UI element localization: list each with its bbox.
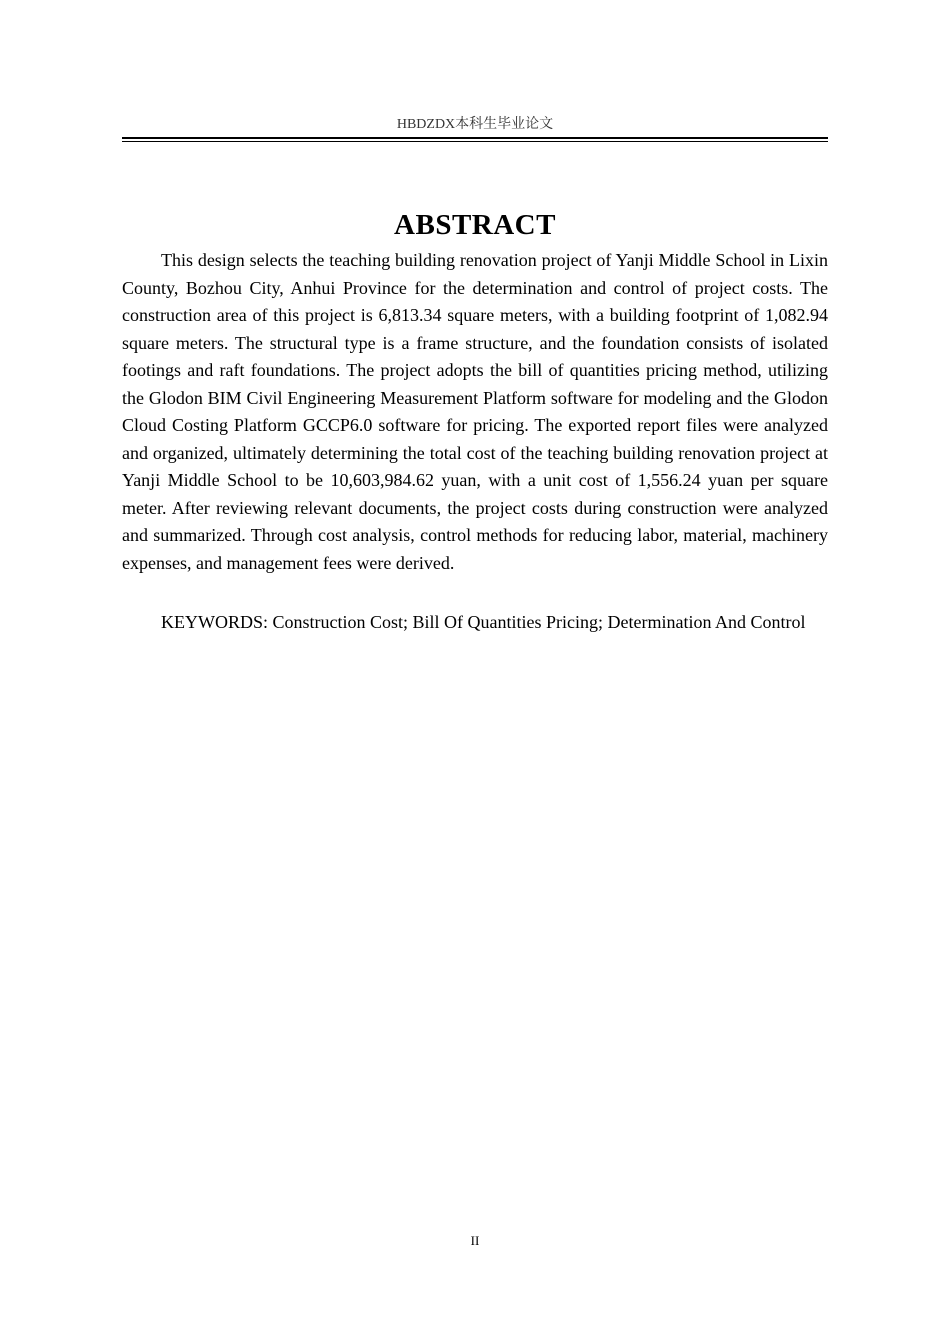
running-header: HBDZDX本科生毕业论文	[396, 117, 554, 132]
keywords-line: KEYWORDS: Construction Cost; Bill Of Quantities Pricing; Determination And Control	[161, 612, 806, 632]
header-rule-thick	[122, 137, 828, 139]
abstract-title: ABSTRACT	[394, 209, 556, 242]
abstract-body: This design selects the teaching building renovation project of Yanji Middle School in Lixin County, Bozhou City, Anhui Province for the determination and control of project costs. The construction area of this project is 6,813.34 square meters, with a building footprint of 1,082.94 square meters. The structural type is a frame structure, and the foundation consists of isolated footings and raft foundations. The project adopts the bill of quantities pricing method, utilizing the Glodon BIM Civil Engineering Measurement Platform software for modeling and the Glodon Cloud Costing Platform GCCP6.0 software for pricing. The exported report files were analyzed and organized, ultimately determining the total cost of the teaching building renovation project at Yanji Middle School to be 10,603,984.62 yuan, with a unit cost of 1,556.24 yuan per square meter. After reviewing relevant documents, the project costs during construction were analyzed and summarized. Through cost analysis, control methods for reducing labor, material, machinery expenses, and management fees were derived.	[122, 250, 828, 573]
header-rule-thin	[122, 141, 828, 142]
page-number: II	[470, 1233, 480, 1248]
